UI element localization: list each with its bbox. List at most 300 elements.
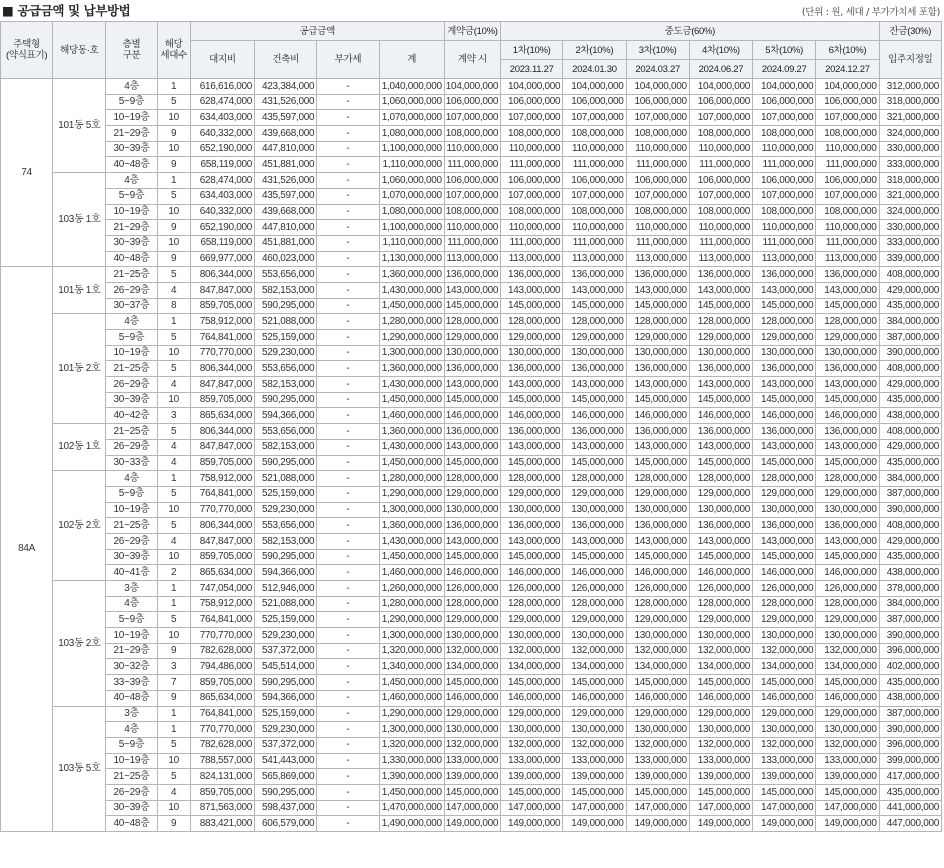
cell-mid-5: 143,000,000 bbox=[753, 533, 816, 549]
cell-mid-3: 128,000,000 bbox=[626, 471, 689, 487]
cell-mid-6: 110,000,000 bbox=[816, 220, 879, 236]
cell-land: 634,403,000 bbox=[190, 110, 254, 126]
table-row bbox=[1, 502, 942, 518]
cell-mid-2: 134,000,000 bbox=[563, 659, 626, 675]
cell-mid-3: 108,000,000 bbox=[626, 126, 689, 142]
cell-balance: 339,000,000 bbox=[879, 251, 941, 267]
cell-floor: 21~29층 bbox=[106, 126, 157, 142]
cell-total: 1,430,000,000 bbox=[379, 282, 444, 298]
cell-units: 8 bbox=[157, 298, 190, 314]
cell-mid-2: 136,000,000 bbox=[563, 267, 626, 283]
cell-balance: 330,000,000 bbox=[879, 220, 941, 236]
cell-units: 1 bbox=[157, 596, 190, 612]
cell-mid-3: 132,000,000 bbox=[626, 737, 689, 753]
cell-mid-6: 146,000,000 bbox=[816, 690, 879, 706]
table-row bbox=[1, 188, 942, 204]
cell-floor: 40~48층 bbox=[106, 690, 157, 706]
cell-mid-1: 111,000,000 bbox=[501, 157, 563, 173]
cell-units: 10 bbox=[157, 502, 190, 518]
cell-floor: 33~39층 bbox=[106, 675, 157, 691]
cell-mid-5: 130,000,000 bbox=[753, 502, 816, 518]
cell-land: 764,841,000 bbox=[190, 486, 254, 502]
header-floor: 층별 구분 bbox=[106, 22, 157, 79]
cell-contract: 107,000,000 bbox=[444, 110, 500, 126]
table-row bbox=[1, 141, 942, 157]
cell-building: 435,597,000 bbox=[255, 110, 317, 126]
cell-units: 1 bbox=[157, 471, 190, 487]
cell-mid-3: 130,000,000 bbox=[626, 502, 689, 518]
cell-vat: - bbox=[317, 282, 379, 298]
cell-building: 521,088,000 bbox=[255, 314, 317, 330]
cell-mid-1: 129,000,000 bbox=[501, 612, 563, 628]
cell-total: 1,070,000,000 bbox=[379, 110, 444, 126]
cell-mid-1: 108,000,000 bbox=[501, 126, 563, 142]
cell-mid-6: 136,000,000 bbox=[816, 267, 879, 283]
cell-mid-5: 143,000,000 bbox=[753, 282, 816, 298]
cell-mid-6: 128,000,000 bbox=[816, 596, 879, 612]
cell-mid-5: 133,000,000 bbox=[753, 753, 816, 769]
header-mid-1: 1차(10%) bbox=[501, 41, 563, 60]
cell-mid-6: 128,000,000 bbox=[816, 314, 879, 330]
table-row bbox=[1, 471, 942, 487]
cell-vat: - bbox=[317, 581, 379, 597]
cell-units: 4 bbox=[157, 533, 190, 549]
cell-total: 1,390,000,000 bbox=[379, 769, 444, 785]
cell-total: 1,460,000,000 bbox=[379, 690, 444, 706]
cell-mid-4: 146,000,000 bbox=[689, 408, 752, 424]
cell-building: 451,881,000 bbox=[255, 235, 317, 251]
cell-total: 1,290,000,000 bbox=[379, 330, 444, 346]
cell-mid-2: 126,000,000 bbox=[563, 581, 626, 597]
price-table bbox=[0, 21, 942, 832]
cell-land: 865,634,000 bbox=[190, 565, 254, 581]
cell-vat: - bbox=[317, 643, 379, 659]
cell-mid-5: 130,000,000 bbox=[753, 345, 816, 361]
cell-mid-2: 113,000,000 bbox=[563, 251, 626, 267]
cell-total: 1,070,000,000 bbox=[379, 188, 444, 204]
cell-mid-1: 147,000,000 bbox=[501, 800, 563, 816]
cell-units: 10 bbox=[157, 753, 190, 769]
cell-mid-2: 128,000,000 bbox=[563, 471, 626, 487]
cell-building: 447,810,000 bbox=[255, 220, 317, 236]
cell-balance: 321,000,000 bbox=[879, 110, 941, 126]
cell-total: 1,260,000,000 bbox=[379, 581, 444, 597]
cell-mid-4: 143,000,000 bbox=[689, 439, 752, 455]
cell-mid-5: 108,000,000 bbox=[753, 204, 816, 220]
cell-floor: 3층 bbox=[106, 706, 157, 722]
cell-vat: - bbox=[317, 737, 379, 753]
cell-building: 590,295,000 bbox=[255, 549, 317, 565]
cell-building: 541,443,000 bbox=[255, 753, 317, 769]
cell-mid-1: 136,000,000 bbox=[501, 361, 563, 377]
cell-total: 1,130,000,000 bbox=[379, 251, 444, 267]
cell-mid-3: 145,000,000 bbox=[626, 298, 689, 314]
cell-vat: - bbox=[317, 784, 379, 800]
cell-building: 594,366,000 bbox=[255, 565, 317, 581]
cell-building: 590,295,000 bbox=[255, 298, 317, 314]
cell-total: 1,460,000,000 bbox=[379, 565, 444, 581]
cell-mid-6: 111,000,000 bbox=[816, 235, 879, 251]
cell-mid-4: 128,000,000 bbox=[689, 471, 752, 487]
cell-vat: - bbox=[317, 188, 379, 204]
cell-mid-2: 106,000,000 bbox=[563, 94, 626, 110]
cell-contract: 149,000,000 bbox=[444, 816, 500, 832]
table-row bbox=[1, 361, 942, 377]
cell-floor: 4층 bbox=[106, 471, 157, 487]
cell-land: 883,421,000 bbox=[190, 816, 254, 832]
cell-balance: 384,000,000 bbox=[879, 471, 941, 487]
table-row bbox=[1, 220, 942, 236]
cell-mid-2: 110,000,000 bbox=[563, 141, 626, 157]
cell-units: 1 bbox=[157, 722, 190, 738]
cell-total: 1,280,000,000 bbox=[379, 471, 444, 487]
table-row bbox=[1, 251, 942, 267]
cell-balance: 396,000,000 bbox=[879, 643, 941, 659]
cell-floor: 21~25층 bbox=[106, 518, 157, 534]
cell-balance: 387,000,000 bbox=[879, 612, 941, 628]
cell-contract: 146,000,000 bbox=[444, 690, 500, 706]
table-row bbox=[1, 518, 942, 534]
cell-land: 758,912,000 bbox=[190, 471, 254, 487]
cell-mid-6: 104,000,000 bbox=[816, 79, 879, 95]
cell-mid-3: 130,000,000 bbox=[626, 722, 689, 738]
cell-mid-5: 128,000,000 bbox=[753, 596, 816, 612]
cell-total: 1,080,000,000 bbox=[379, 204, 444, 220]
cell-mid-2: 136,000,000 bbox=[563, 424, 626, 440]
cell-total: 1,490,000,000 bbox=[379, 816, 444, 832]
cell-contract: 132,000,000 bbox=[444, 737, 500, 753]
table-row bbox=[1, 722, 942, 738]
cell-total: 1,290,000,000 bbox=[379, 486, 444, 502]
cell-mid-3: 110,000,000 bbox=[626, 141, 689, 157]
cell-land: 628,474,000 bbox=[190, 94, 254, 110]
cell-land: 847,847,000 bbox=[190, 533, 254, 549]
cell-balance: 447,000,000 bbox=[879, 816, 941, 832]
cell-mid-2: 136,000,000 bbox=[563, 361, 626, 377]
cell-floor: 10~19층 bbox=[106, 753, 157, 769]
cell-mid-1: 145,000,000 bbox=[501, 549, 563, 565]
cell-floor: 5~9층 bbox=[106, 330, 157, 346]
table-row bbox=[1, 94, 942, 110]
cell-building: 525,159,000 bbox=[255, 612, 317, 628]
cell-dong-ho: 101동 2호 bbox=[53, 314, 106, 424]
cell-total: 1,320,000,000 bbox=[379, 737, 444, 753]
cell-vat: - bbox=[317, 298, 379, 314]
cell-contract: 143,000,000 bbox=[444, 377, 500, 393]
table-row bbox=[1, 753, 942, 769]
cell-total: 1,360,000,000 bbox=[379, 518, 444, 534]
cell-land: 865,634,000 bbox=[190, 690, 254, 706]
cell-floor: 40~41층 bbox=[106, 565, 157, 581]
cell-contract: 136,000,000 bbox=[444, 518, 500, 534]
table-row bbox=[1, 706, 942, 722]
cell-balance: 396,000,000 bbox=[879, 737, 941, 753]
cell-contract: 136,000,000 bbox=[444, 424, 500, 440]
cell-units: 1 bbox=[157, 79, 190, 95]
cell-total: 1,470,000,000 bbox=[379, 800, 444, 816]
cell-mid-4: 136,000,000 bbox=[689, 267, 752, 283]
cell-units: 5 bbox=[157, 424, 190, 440]
cell-mid-3: 111,000,000 bbox=[626, 235, 689, 251]
cell-mid-6: 128,000,000 bbox=[816, 471, 879, 487]
cell-mid-6: 145,000,000 bbox=[816, 675, 879, 691]
cell-mid-1: 129,000,000 bbox=[501, 706, 563, 722]
cell-mid-4: 106,000,000 bbox=[689, 94, 752, 110]
cell-mid-4: 110,000,000 bbox=[689, 141, 752, 157]
cell-mid-3: 145,000,000 bbox=[626, 549, 689, 565]
cell-land: 859,705,000 bbox=[190, 675, 254, 691]
cell-vat: - bbox=[317, 439, 379, 455]
cell-contract: 130,000,000 bbox=[444, 722, 500, 738]
header-mid-date-4: 2024.06.27 bbox=[689, 60, 752, 79]
cell-vat: - bbox=[317, 79, 379, 95]
cell-dong-ho: 102동 1호 bbox=[53, 424, 106, 471]
table-row bbox=[1, 455, 942, 471]
cell-contract: 145,000,000 bbox=[444, 675, 500, 691]
cell-vat: - bbox=[317, 816, 379, 832]
table-row bbox=[1, 737, 942, 753]
cell-contract: 107,000,000 bbox=[444, 188, 500, 204]
cell-mid-2: 139,000,000 bbox=[563, 769, 626, 785]
cell-building: 582,153,000 bbox=[255, 533, 317, 549]
cell-balance: 378,000,000 bbox=[879, 581, 941, 597]
cell-mid-5: 129,000,000 bbox=[753, 612, 816, 628]
cell-building: 521,088,000 bbox=[255, 596, 317, 612]
cell-mid-4: 143,000,000 bbox=[689, 282, 752, 298]
cell-mid-4: 129,000,000 bbox=[689, 706, 752, 722]
cell-units: 4 bbox=[157, 377, 190, 393]
cell-vat: - bbox=[317, 141, 379, 157]
cell-total: 1,460,000,000 bbox=[379, 408, 444, 424]
cell-building: 565,869,000 bbox=[255, 769, 317, 785]
cell-land: 640,332,000 bbox=[190, 126, 254, 142]
cell-mid-4: 111,000,000 bbox=[689, 235, 752, 251]
cell-vat: - bbox=[317, 424, 379, 440]
cell-mid-2: 111,000,000 bbox=[563, 157, 626, 173]
header-mid-date-1: 2023.11.27 bbox=[501, 60, 563, 79]
cell-mid-5: 128,000,000 bbox=[753, 471, 816, 487]
cell-mid-1: 132,000,000 bbox=[501, 737, 563, 753]
cell-mid-1: 136,000,000 bbox=[501, 518, 563, 534]
cell-building: 525,159,000 bbox=[255, 330, 317, 346]
cell-house-type: 74 bbox=[1, 79, 53, 267]
cell-total: 1,450,000,000 bbox=[379, 455, 444, 471]
cell-floor: 5~9층 bbox=[106, 486, 157, 502]
cell-mid-1: 108,000,000 bbox=[501, 204, 563, 220]
cell-contract: 136,000,000 bbox=[444, 361, 500, 377]
cell-mid-2: 146,000,000 bbox=[563, 690, 626, 706]
cell-mid-3: 136,000,000 bbox=[626, 424, 689, 440]
cell-mid-3: 113,000,000 bbox=[626, 251, 689, 267]
cell-balance: 324,000,000 bbox=[879, 126, 941, 142]
cell-vat: - bbox=[317, 675, 379, 691]
cell-land: 764,841,000 bbox=[190, 330, 254, 346]
table-row bbox=[1, 565, 942, 581]
cell-mid-6: 113,000,000 bbox=[816, 251, 879, 267]
cell-contract: 130,000,000 bbox=[444, 345, 500, 361]
cell-contract: 145,000,000 bbox=[444, 298, 500, 314]
cell-mid-2: 145,000,000 bbox=[563, 784, 626, 800]
cell-mid-4: 139,000,000 bbox=[689, 769, 752, 785]
cell-mid-2: 143,000,000 bbox=[563, 533, 626, 549]
cell-vat: - bbox=[317, 251, 379, 267]
cell-units: 4 bbox=[157, 439, 190, 455]
cell-contract: 143,000,000 bbox=[444, 533, 500, 549]
cell-mid-2: 136,000,000 bbox=[563, 518, 626, 534]
cell-land: 628,474,000 bbox=[190, 173, 254, 189]
table-row bbox=[1, 282, 942, 298]
cell-mid-4: 136,000,000 bbox=[689, 518, 752, 534]
cell-floor: 30~32층 bbox=[106, 659, 157, 675]
cell-units: 4 bbox=[157, 282, 190, 298]
cell-floor: 40~48층 bbox=[106, 157, 157, 173]
cell-vat: - bbox=[317, 486, 379, 502]
cell-building: 590,295,000 bbox=[255, 784, 317, 800]
cell-mid-6: 147,000,000 bbox=[816, 800, 879, 816]
cell-vat: - bbox=[317, 722, 379, 738]
cell-units: 5 bbox=[157, 361, 190, 377]
cell-land: 806,344,000 bbox=[190, 518, 254, 534]
header-house-type: 주택형 (약식표기) bbox=[1, 22, 53, 79]
cell-building: 582,153,000 bbox=[255, 282, 317, 298]
cell-mid-6: 106,000,000 bbox=[816, 94, 879, 110]
cell-building: 439,668,000 bbox=[255, 126, 317, 142]
cell-building: 606,579,000 bbox=[255, 816, 317, 832]
cell-mid-3: 107,000,000 bbox=[626, 188, 689, 204]
cell-total: 1,280,000,000 bbox=[379, 314, 444, 330]
cell-mid-4: 132,000,000 bbox=[689, 737, 752, 753]
cell-balance: 402,000,000 bbox=[879, 659, 941, 675]
cell-land: 764,841,000 bbox=[190, 706, 254, 722]
cell-mid-4: 143,000,000 bbox=[689, 377, 752, 393]
cell-mid-6: 133,000,000 bbox=[816, 753, 879, 769]
cell-mid-1: 107,000,000 bbox=[501, 188, 563, 204]
cell-vat: - bbox=[317, 314, 379, 330]
cell-units: 9 bbox=[157, 690, 190, 706]
cell-mid-1: 126,000,000 bbox=[501, 581, 563, 597]
cell-building: 545,514,000 bbox=[255, 659, 317, 675]
cell-balance: 408,000,000 bbox=[879, 267, 941, 283]
cell-mid-4: 129,000,000 bbox=[689, 330, 752, 346]
cell-vat: - bbox=[317, 204, 379, 220]
cell-land: 747,054,000 bbox=[190, 581, 254, 597]
cell-mid-3: 126,000,000 bbox=[626, 581, 689, 597]
cell-total: 1,040,000,000 bbox=[379, 79, 444, 95]
cell-balance: 435,000,000 bbox=[879, 392, 941, 408]
cell-mid-2: 129,000,000 bbox=[563, 330, 626, 346]
cell-building: 537,372,000 bbox=[255, 737, 317, 753]
cell-floor: 21~25층 bbox=[106, 769, 157, 785]
cell-mid-4: 126,000,000 bbox=[689, 581, 752, 597]
header-mid-5: 5차(10%) bbox=[753, 41, 816, 60]
cell-balance: 435,000,000 bbox=[879, 455, 941, 471]
cell-units: 10 bbox=[157, 800, 190, 816]
cell-contract: 128,000,000 bbox=[444, 596, 500, 612]
cell-mid-4: 147,000,000 bbox=[689, 800, 752, 816]
cell-mid-3: 129,000,000 bbox=[626, 486, 689, 502]
cell-vat: - bbox=[317, 126, 379, 142]
cell-mid-3: 129,000,000 bbox=[626, 706, 689, 722]
cell-mid-2: 143,000,000 bbox=[563, 282, 626, 298]
cell-mid-1: 128,000,000 bbox=[501, 596, 563, 612]
cell-building: 439,668,000 bbox=[255, 204, 317, 220]
table-row bbox=[1, 439, 942, 455]
cell-land: 859,705,000 bbox=[190, 392, 254, 408]
cell-building: 431,526,000 bbox=[255, 173, 317, 189]
header-mid: 중도금(60%) bbox=[501, 22, 880, 41]
cell-total: 1,430,000,000 bbox=[379, 377, 444, 393]
cell-mid-3: 146,000,000 bbox=[626, 565, 689, 581]
cell-mid-4: 145,000,000 bbox=[689, 455, 752, 471]
cell-floor: 21~25층 bbox=[106, 424, 157, 440]
cell-mid-2: 143,000,000 bbox=[563, 439, 626, 455]
cell-land: 806,344,000 bbox=[190, 361, 254, 377]
cell-mid-6: 136,000,000 bbox=[816, 518, 879, 534]
cell-floor: 26~29층 bbox=[106, 282, 157, 298]
header-building: 건축비 bbox=[255, 41, 317, 79]
cell-mid-6: 136,000,000 bbox=[816, 361, 879, 377]
cell-land: 871,563,000 bbox=[190, 800, 254, 816]
cell-mid-2: 143,000,000 bbox=[563, 377, 626, 393]
table-row bbox=[1, 549, 942, 565]
cell-mid-5: 132,000,000 bbox=[753, 737, 816, 753]
cell-vat: - bbox=[317, 659, 379, 675]
cell-total: 1,080,000,000 bbox=[379, 126, 444, 142]
header-balance: 잔금(30%) bbox=[879, 22, 941, 41]
table-row bbox=[1, 581, 942, 597]
cell-building: 460,023,000 bbox=[255, 251, 317, 267]
cell-land: 652,190,000 bbox=[190, 220, 254, 236]
cell-contract: 110,000,000 bbox=[444, 220, 500, 236]
cell-mid-6: 129,000,000 bbox=[816, 330, 879, 346]
cell-building: 553,656,000 bbox=[255, 424, 317, 440]
cell-mid-5: 106,000,000 bbox=[753, 173, 816, 189]
table-row bbox=[1, 345, 942, 361]
cell-units: 7 bbox=[157, 675, 190, 691]
table-row bbox=[1, 690, 942, 706]
cell-mid-6: 111,000,000 bbox=[816, 157, 879, 173]
cell-mid-1: 128,000,000 bbox=[501, 471, 563, 487]
cell-floor: 30~39층 bbox=[106, 549, 157, 565]
cell-total: 1,320,000,000 bbox=[379, 643, 444, 659]
cell-mid-5: 128,000,000 bbox=[753, 314, 816, 330]
cell-land: 770,770,000 bbox=[190, 345, 254, 361]
cell-units: 5 bbox=[157, 737, 190, 753]
table-row bbox=[1, 533, 942, 549]
cell-mid-5: 113,000,000 bbox=[753, 251, 816, 267]
cell-contract: 129,000,000 bbox=[444, 486, 500, 502]
cell-mid-2: 146,000,000 bbox=[563, 408, 626, 424]
table-row bbox=[1, 424, 942, 440]
cell-mid-6: 130,000,000 bbox=[816, 628, 879, 644]
cell-contract: 145,000,000 bbox=[444, 455, 500, 471]
cell-mid-3: 128,000,000 bbox=[626, 314, 689, 330]
cell-building: 525,159,000 bbox=[255, 706, 317, 722]
cell-mid-6: 130,000,000 bbox=[816, 722, 879, 738]
header-units: 해당 세대수 bbox=[157, 22, 190, 79]
cell-floor: 21~29층 bbox=[106, 220, 157, 236]
cell-building: 590,295,000 bbox=[255, 675, 317, 691]
cell-mid-3: 129,000,000 bbox=[626, 612, 689, 628]
cell-contract: 145,000,000 bbox=[444, 784, 500, 800]
cell-mid-3: 139,000,000 bbox=[626, 769, 689, 785]
header-mid-3: 3차(10%) bbox=[626, 41, 689, 60]
cell-mid-2: 128,000,000 bbox=[563, 314, 626, 330]
cell-units: 5 bbox=[157, 267, 190, 283]
cell-floor: 21~25층 bbox=[106, 361, 157, 377]
cell-total: 1,280,000,000 bbox=[379, 596, 444, 612]
cell-balance: 390,000,000 bbox=[879, 628, 941, 644]
